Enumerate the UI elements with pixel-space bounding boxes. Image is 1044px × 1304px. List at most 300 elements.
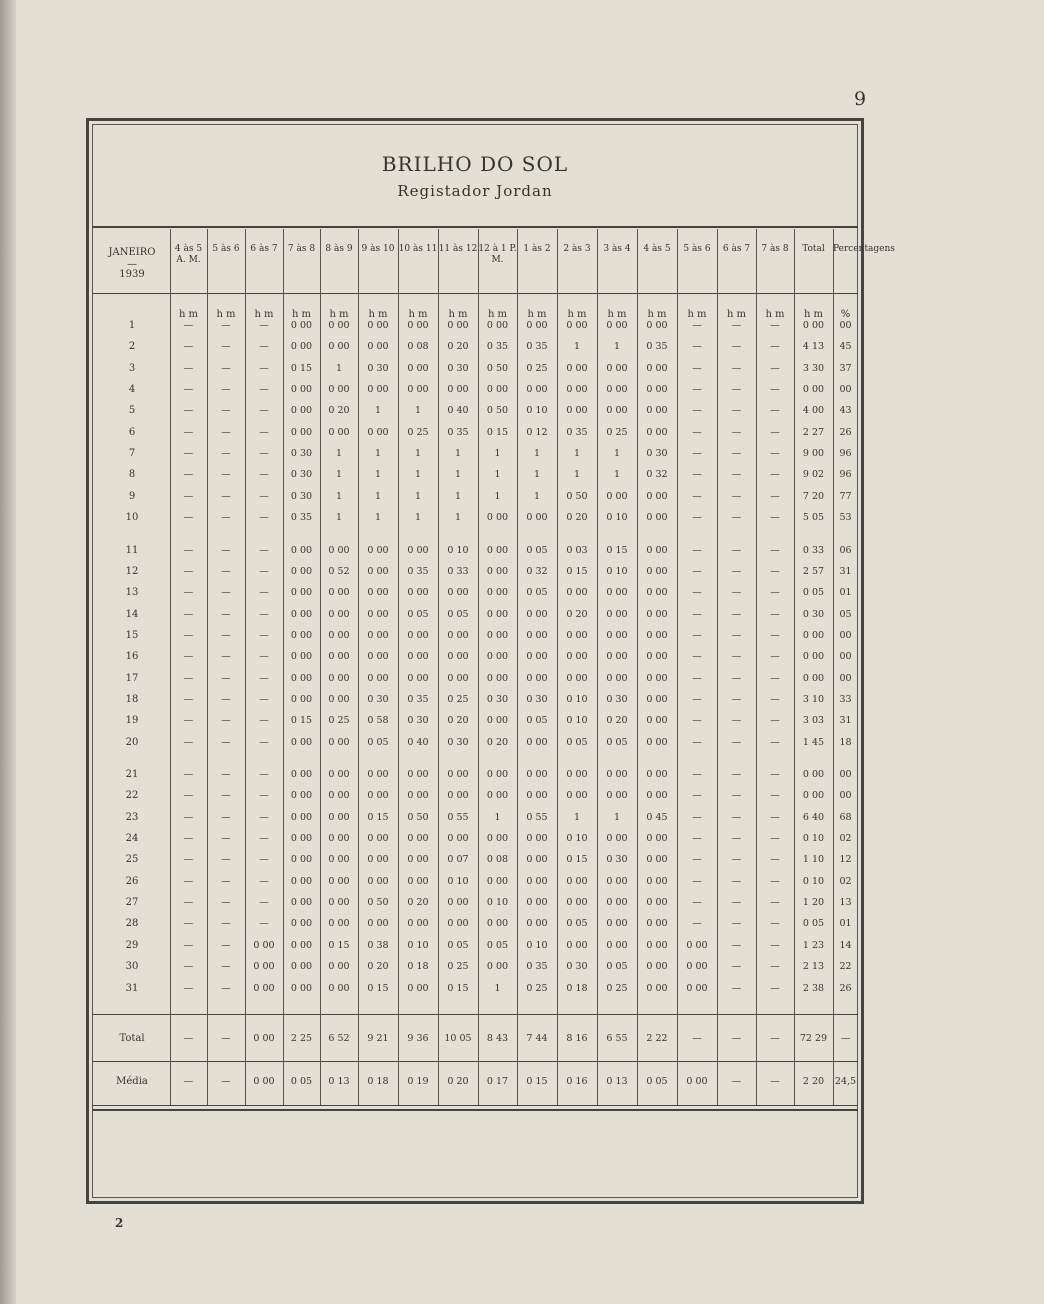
table-cell: 0 00 — [646, 694, 668, 705]
table-cell: — — [692, 587, 702, 598]
table-cell: 02 — [839, 876, 852, 887]
table-cell: — — [731, 363, 742, 374]
day-number: 4 — [128, 384, 136, 395]
table-cell: — — [221, 833, 231, 844]
table-cell: — — [770, 491, 780, 502]
table-cell: — — [183, 737, 194, 748]
day-number: 20 — [125, 737, 139, 748]
table-cell: 0 00 — [526, 854, 548, 865]
table-cell: 0 00 — [290, 790, 313, 801]
table-cell: 0 00 — [486, 609, 509, 620]
table-cell: — — [731, 897, 742, 908]
table-cell: 0 00 — [253, 983, 275, 994]
column-header: 7 às 8 — [287, 244, 316, 254]
table-cell: 45 — [839, 341, 852, 352]
column-header: 4 às 5 A. M. — [174, 244, 203, 265]
table-cell: — — [770, 651, 780, 662]
table-cell: 0 32 — [646, 469, 668, 480]
column-divider — [517, 229, 518, 1105]
table-cell: — — [731, 673, 742, 684]
table-cell: 0 05 — [802, 918, 825, 929]
table-cell: 0 15 — [447, 983, 469, 994]
table-cell: 1 — [335, 363, 343, 374]
table-cell: — — [221, 673, 231, 684]
table-cell: 0 00 — [486, 790, 509, 801]
table-cell: 0 00 — [290, 609, 313, 620]
table-cell: 0 00 — [447, 769, 469, 780]
table-cell: 0 58 — [367, 715, 389, 726]
table-cell: — — [770, 630, 780, 641]
table-cell: 0 30 — [290, 491, 313, 502]
media_row-cell: — — [221, 1076, 231, 1087]
table-cell: 26 — [839, 427, 852, 438]
table-cell: 7 20 — [802, 491, 825, 502]
table-cell: 1 — [494, 983, 501, 994]
table-cell: — — [692, 876, 702, 887]
table-cell: — — [770, 769, 780, 780]
table-cell: 0 00 — [526, 790, 548, 801]
column-header: 5 às 6 — [683, 244, 711, 254]
footer-number: 2 — [115, 1216, 124, 1230]
total_row-cell: 72 29 — [799, 1033, 828, 1044]
table-cell: 68 — [839, 812, 852, 823]
table-cell: 43 — [839, 405, 852, 416]
table-cell: 12 — [839, 854, 852, 865]
table-cell: 18 — [839, 737, 852, 748]
table-cell: 0 35 — [407, 566, 429, 577]
table-cell: 0 00 — [486, 833, 509, 844]
total_row-cell: — — [731, 1033, 742, 1044]
unit-label: h m — [687, 309, 707, 320]
table-cell: — — [770, 405, 780, 416]
table-cell: 0 25 — [526, 983, 548, 994]
table-cell: 1 — [494, 448, 501, 459]
total_row-cell: 9 36 — [407, 1033, 429, 1044]
column-divider — [207, 229, 208, 1105]
table-cell: 0 05 — [447, 940, 469, 951]
table-cell: 0 00 — [566, 363, 588, 374]
table-cell: 0 00 — [486, 769, 509, 780]
column-divider — [170, 229, 171, 1105]
table-cell: 0 05 — [606, 961, 628, 972]
table-cell: 4 13 — [802, 341, 825, 352]
table-cell: 00 — [839, 630, 852, 641]
table-cell: 0 00 — [328, 769, 350, 780]
table-cell: — — [221, 940, 231, 951]
table-cell: 0 00 — [486, 961, 509, 972]
table-cell: 0 00 — [407, 384, 429, 395]
table-cell: — — [692, 673, 702, 684]
column-divider — [557, 229, 558, 1105]
table-cell: 1 — [613, 448, 621, 459]
table-cell: — — [692, 769, 702, 780]
day-number: 7 — [128, 448, 136, 459]
page-subtitle: Registador Jordan — [397, 182, 553, 200]
unit-label: h m — [368, 309, 388, 320]
column-header: 8 às 9 — [325, 244, 353, 254]
table-cell: 0 10 — [447, 545, 469, 556]
table-cell: 0 00 — [328, 427, 350, 438]
table-cell: 0 00 — [367, 769, 389, 780]
table-cell: 0 35 — [486, 341, 509, 352]
table-cell: 0 00 — [328, 384, 350, 395]
table-cell: 1 — [494, 491, 501, 502]
table-cell: — — [221, 854, 231, 865]
total_row-cell: 0 00 — [253, 1033, 275, 1044]
day-number: 21 — [125, 769, 139, 780]
table-cell: — — [221, 983, 231, 994]
table-cell: — — [692, 812, 702, 823]
media_row-cell: 24,5 — [834, 1076, 857, 1087]
table-cell: — — [221, 491, 231, 502]
table-cell: 0 30 — [367, 363, 389, 374]
table-cell: 0 00 — [407, 673, 429, 684]
table-cell: 0 05 — [526, 715, 548, 726]
table-cell: — — [770, 715, 780, 726]
table-cell: — — [770, 790, 780, 801]
table-cell: 0 50 — [566, 491, 588, 502]
table-cell: 53 — [839, 512, 852, 523]
table-cell: — — [692, 448, 702, 459]
table-cell: 0 00 — [290, 961, 313, 972]
table-cell: — — [731, 384, 742, 395]
table-cell: — — [183, 384, 194, 395]
table-cell: — — [692, 609, 702, 620]
table-cell: 0 00 — [447, 897, 469, 908]
table-cell: 0 08 — [486, 854, 509, 865]
table-cell: 0 00 — [646, 545, 668, 556]
table-cell: — — [731, 405, 742, 416]
table-cell: — — [692, 512, 702, 523]
table-cell: 06 — [839, 545, 852, 556]
table-cell: 0 00 — [290, 897, 313, 908]
table-cell: — — [183, 651, 194, 662]
table-cell: — — [770, 320, 780, 331]
table-cell: 0 30 — [290, 469, 313, 480]
table-cell: 0 50 — [367, 897, 389, 908]
table-cell: 0 00 — [447, 384, 469, 395]
table-cell: — — [259, 427, 269, 438]
table-cell: 0 00 — [606, 769, 628, 780]
column-divider — [358, 229, 359, 1105]
table-cell: 0 00 — [328, 983, 350, 994]
table-cell: 0 00 — [290, 918, 313, 929]
table-cell: — — [183, 427, 194, 438]
table-cell: — — [770, 961, 780, 972]
day-number: 12 — [125, 566, 139, 577]
table-cell: 0 00 — [646, 790, 668, 801]
table-cell: 26 — [839, 983, 852, 994]
table-cell: 1 — [454, 448, 462, 459]
table-cell: 1 — [374, 491, 382, 502]
table-cell: 0 05 — [526, 587, 548, 598]
table-cell: 1 23 — [802, 940, 825, 951]
table-cell: 0 00 — [606, 587, 628, 598]
day-number: 8 — [128, 469, 136, 480]
table-cell: — — [692, 545, 702, 556]
table-cell: 1 — [454, 469, 462, 480]
table-cell: — — [770, 940, 780, 951]
unit-label: h m — [216, 309, 236, 320]
total_row-cell: 6 55 — [606, 1033, 628, 1044]
table-cell: — — [183, 587, 194, 598]
table-cell: 0 00 — [367, 427, 389, 438]
table-cell: 0 00 — [526, 918, 548, 929]
table-cell: 0 30 — [367, 694, 389, 705]
table-cell: 0 00 — [646, 566, 668, 577]
table-cell: — — [183, 491, 194, 502]
table-cell: — — [259, 876, 269, 887]
table-cell: 0 10 — [526, 405, 548, 416]
table-cell: 0 00 — [486, 320, 509, 331]
page-binding-shadow — [0, 0, 16, 1304]
table-cell: — — [183, 512, 194, 523]
table-cell: — — [770, 448, 780, 459]
media_row-cell: 0 13 — [606, 1076, 628, 1087]
table-cell: — — [259, 897, 269, 908]
table-cell: — — [770, 876, 780, 887]
table-cell: 0 00 — [328, 737, 350, 748]
table-cell: — — [692, 918, 702, 929]
table-cell: — — [221, 320, 231, 331]
table-cell: — — [731, 651, 742, 662]
table-cell: 0 00 — [566, 673, 588, 684]
table-cell: 0 20 — [486, 737, 509, 748]
day-number: 5 — [128, 405, 136, 416]
table-cell: 01 — [839, 587, 852, 598]
table-cell: 1 — [573, 812, 581, 823]
table-cell: 0 00 — [367, 609, 389, 620]
column-header: 7 às 8 — [761, 244, 789, 254]
media_row-cell: 0 00 — [253, 1076, 275, 1087]
table-cell: 31 — [839, 566, 852, 577]
table-cell: — — [221, 341, 231, 352]
table-cell: 3 30 — [802, 363, 825, 374]
table-cell: — — [731, 491, 742, 502]
table-cell: 2 38 — [802, 983, 825, 994]
table-cell: 0 00 — [367, 545, 389, 556]
table-cell: 31 — [839, 715, 852, 726]
table-cell: — — [731, 769, 742, 780]
table-cell: 0 35 — [526, 341, 548, 352]
table-cell: 0 00 — [290, 812, 313, 823]
table-cell: 0 00 — [646, 876, 668, 887]
table-cell: 0 30 — [526, 694, 548, 705]
table-cell: 0 00 — [566, 897, 588, 908]
table-cell: — — [221, 512, 231, 523]
table-cell: 0 10 — [802, 833, 825, 844]
table-cell: 0 25 — [447, 694, 469, 705]
table-cell: 0 15 — [367, 983, 389, 994]
table-cell: 00 — [839, 673, 852, 684]
table-cell: 0 00 — [566, 651, 588, 662]
table-cell: 0 00 — [646, 983, 668, 994]
table-cell: 0 35 — [646, 341, 668, 352]
table-cell: — — [731, 609, 742, 620]
table-cell: — — [183, 897, 194, 908]
table-cell: — — [183, 983, 194, 994]
column-divider — [637, 229, 638, 1105]
table-cell: 0 10 — [566, 715, 588, 726]
table-cell: — — [692, 630, 702, 641]
table-cell: 0 00 — [367, 790, 389, 801]
table-cell: — — [221, 961, 231, 972]
table-cell: 0 40 — [447, 405, 469, 416]
table-cell: 0 10 — [566, 694, 588, 705]
table-cell: 0 30 — [447, 737, 469, 748]
column-divider — [245, 229, 246, 1105]
table-cell: 77 — [839, 491, 852, 502]
table-cell: 0 20 — [447, 715, 469, 726]
total_row-label: Total — [119, 1033, 145, 1044]
day-number: 16 — [125, 651, 139, 662]
table-cell: 0 00 — [290, 673, 313, 684]
table-cell: 0 00 — [646, 320, 668, 331]
table-cell: 0 00 — [526, 609, 548, 620]
table-cell: — — [183, 630, 194, 641]
table-cell: — — [692, 469, 702, 480]
column-header: Percentagens — [833, 244, 895, 254]
table-cell: 0 00 — [328, 694, 350, 705]
table-cell: 33 — [839, 694, 852, 705]
table-cell: — — [183, 918, 194, 929]
table-cell: 0 00 — [646, 491, 668, 502]
day-number: 1 — [128, 320, 136, 331]
table-cell: 0 00 — [606, 940, 628, 951]
media_row-cell: 0 18 — [367, 1076, 389, 1087]
table-cell: 0 00 — [328, 812, 350, 823]
table-cell: 0 00 — [526, 833, 548, 844]
column-header: 9 às 10 — [361, 244, 395, 254]
table-cell: 0 00 — [290, 341, 313, 352]
table-cell: 0 00 — [566, 630, 588, 641]
table-cell: 0 00 — [253, 961, 275, 972]
table-cell: 0 38 — [367, 940, 389, 951]
table-cell: — — [221, 405, 231, 416]
unit-label: h m — [647, 309, 667, 320]
table-cell: 0 00 — [447, 673, 469, 684]
table-cell: 0 00 — [290, 405, 313, 416]
table-cell: — — [259, 769, 269, 780]
table-cell: — — [183, 405, 194, 416]
table-cell: — — [770, 609, 780, 620]
table-cell: 0 00 — [407, 983, 429, 994]
table-cell: — — [692, 790, 702, 801]
table-cell: 0 50 — [486, 363, 509, 374]
table-cell: — — [692, 405, 702, 416]
column-divider — [717, 229, 718, 1105]
table-cell: 00 — [839, 384, 852, 395]
table-cell: 0 30 — [646, 448, 668, 459]
table-cell: — — [731, 918, 742, 929]
table-cell: — — [731, 448, 742, 459]
table-cell: 0 00 — [407, 545, 429, 556]
table-cell: 0 00 — [646, 918, 668, 929]
table-cell: — — [221, 651, 231, 662]
total_row-cell: 7 44 — [526, 1033, 548, 1044]
table-bottom-double-rule — [92, 1109, 858, 1111]
table-cell: 1 45 — [802, 737, 825, 748]
table-cell: 0 15 — [566, 566, 588, 577]
table-cell: 0 00 — [367, 630, 389, 641]
table-cell: 0 00 — [290, 854, 313, 865]
table-cell: 1 — [573, 448, 581, 459]
table-cell: 0 00 — [290, 320, 313, 331]
unit-label: h m — [448, 309, 468, 320]
column-divider — [833, 229, 834, 1105]
table-cell: 0 00 — [328, 341, 350, 352]
table-cell: 0 00 — [290, 587, 313, 598]
table-cell: — — [183, 876, 194, 887]
table-cell: 1 — [573, 341, 581, 352]
table-cell: 0 00 — [328, 545, 350, 556]
table-cell: 0 25 — [407, 427, 429, 438]
table-cell: 0 00 — [646, 609, 668, 620]
unit-label: h m — [726, 309, 747, 320]
table-cell: — — [221, 427, 231, 438]
table-cell: — — [770, 587, 780, 598]
table-cell: 0 00 — [253, 940, 275, 951]
table-cell: 0 00 — [646, 587, 668, 598]
table-cell: 0 00 — [486, 587, 509, 598]
table-cell: — — [221, 897, 231, 908]
table-cell: 0 00 — [606, 491, 628, 502]
table-cell: 6 40 — [802, 812, 825, 823]
table-cell: 0 18 — [566, 983, 588, 994]
day-number: 31 — [125, 983, 139, 994]
table-cell: 0 25 — [606, 427, 628, 438]
table-cell: 00 — [839, 790, 852, 801]
table-cell: — — [731, 833, 742, 844]
table-cell: — — [259, 609, 269, 620]
table-cell: — — [770, 897, 780, 908]
table-cell: 0 00 — [407, 790, 429, 801]
table-cell: 2 27 — [802, 427, 825, 438]
table-cell: 0 30 — [447, 363, 469, 374]
day-number: 10 — [125, 512, 139, 523]
table-cell: 0 10 — [606, 566, 628, 577]
total_row-cell: — — [183, 1033, 194, 1044]
table-cell: 0 18 — [407, 961, 429, 972]
table-cell: 0 00 — [646, 961, 668, 972]
unit-label: h m — [607, 309, 627, 320]
table-cell: — — [221, 715, 231, 726]
table-cell: 0 10 — [407, 940, 429, 951]
table-cell: 0 00 — [486, 918, 509, 929]
table-cell: 1 — [335, 491, 343, 502]
table-cell: 0 00 — [367, 673, 389, 684]
column-divider — [756, 229, 757, 1105]
table-cell: — — [183, 545, 194, 556]
table-cell: — — [731, 512, 742, 523]
column-divider — [320, 229, 321, 1105]
table-cell: 0 05 — [447, 609, 469, 620]
table-cell: — — [221, 587, 231, 598]
table-cell: 0 00 — [606, 651, 628, 662]
media_row-cell: 0 05 — [646, 1076, 668, 1087]
day-number: 22 — [125, 790, 139, 801]
table-cell: 1 — [335, 469, 343, 480]
table-cell: 0 00 — [606, 320, 628, 331]
table-cell: 3 03 — [802, 715, 825, 726]
table-cell: — — [731, 715, 742, 726]
day-number: 24 — [125, 833, 139, 844]
table-cell: 0 00 — [686, 961, 708, 972]
table-cell: — — [731, 983, 742, 994]
table-cell: 0 00 — [328, 630, 350, 641]
total_row-cell: — — [221, 1033, 231, 1044]
table-cell: 0 30 — [486, 694, 509, 705]
